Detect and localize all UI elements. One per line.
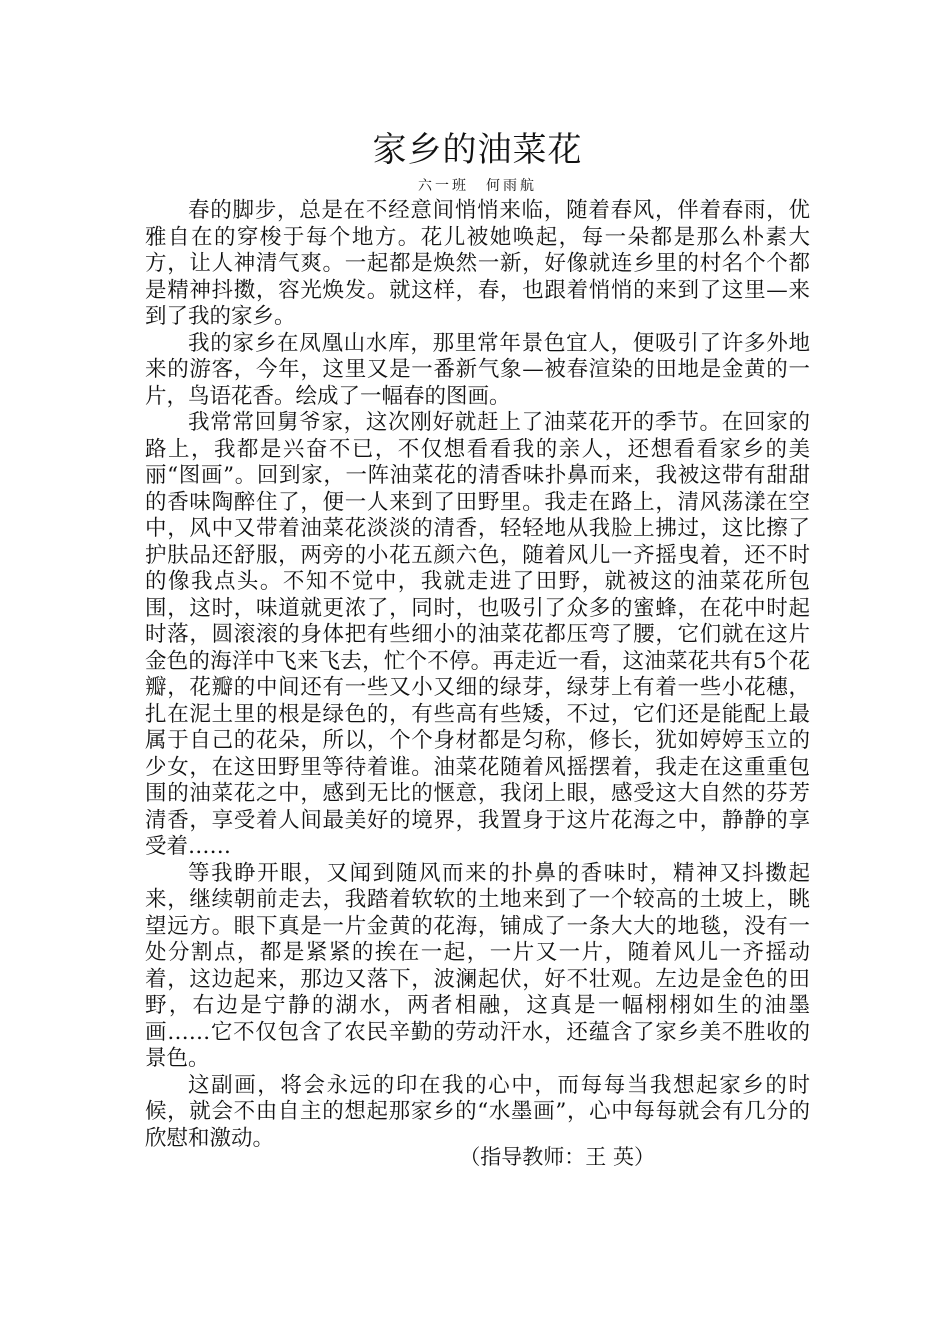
paragraph-2: 我的家乡在凤凰山水库，那里常年景色宜人，便吸引了许多外地来的游客，今年，这里又是一番新气象—被春渲染的田地是金黄的一片，鸟语花香。绘成了一幅春的图画。 [145, 330, 810, 409]
teacher-signature-line [145, 1143, 810, 1171]
essay-title: 家乡的油菜花 [372, 130, 583, 170]
paragraph-1: 春的脚步，总是在不经意间悄悄来临，随着春风，伴着春雨，优雅自在的穿梭于每个地方。花儿被她唤起，每一朵都是那么朴素大方，让人神清气爽。一起都是焕然一新，好像就连乡里的村名个个都是精神抖擞，容光焕发。就这样，春，也跟着悄悄的来到了这里—来到了我的家乡。 [145, 198, 810, 329]
paragraph-3: 我常常回舅爷家，这次刚好就赶上了油菜花开的季节。在回家的路上，我都是兴奋不已，不仅想看看我的亲人，还想看看家乡的美丽“图画”。回到家，一阵油菜花的清香味扑鼻而来，我被这带有甜甜的香味陶醉住了，便一人来到了田野里。我走在路上，清风荡漾在空中，风中又带着油菜花淡淡的清香，轻轻地从我脸上拂过，这比擦了护肤品还舒服，两旁的小花五颜六色，随着风儿一齐摇曳着，还不时的像我点头。不知不觉中，我就走进了田野，就被这的油菜花所包围，这时，味道就更浓了，同时，也吸引了众多的蜜蜂，在花中时起时落，圆滚滚的身体把有些细小的油菜花都压弯了腰，它们就在这片金色的海洋中飞来飞去，忙个不停。再走近一看，这油菜花共有5个花瓣，花瓣的中间还有一些又小又细的绿芽，绿芽上有着一些小花穗，扎在泥土里的根是绿色的，有些高有些矮，不过，它们还是能配上最属于自己的花朵，所以，个个身材都是匀称，修长，犹如婷婷玉立的少女，在这田野里等待着谁。油菜花随着风摇摆着，我走在这重重包围的油菜花之中，感到无比的惬意，我闭上眼，感受这大自然的芬芳清香，享受着人间最美好的境界，我置身于这片花海之中，静静的享受着…… [145, 410, 810, 859]
paragraph-4: 等我睁开眼，又闻到随风而来的扑鼻的香味时，精神又抖擞起来，继续朝前走去，我踏着软软的土地来到了一个较高的土坡上，眺望远方。眼下真是一片金黄的花海，铺成了一条大大的地毯，没有一处分割点，都是紧紧的挨在一起，一片又一片，随着风儿一齐摇动着，这边起来，那边又落下，波澜起伏，好不壮观。左边是金色的田野，右边是宁静的湖水，两者相融，这真是一幅栩栩如生的油墨画……它不仅包含了农民辛勤的劳动汗水，还蕴含了家乡美不胜收的景色。 [145, 860, 810, 1071]
essay-body [145, 198, 810, 1152]
author-byline: 六一班 何雨航 [418, 178, 537, 194]
paragraph-5: 这副画，将会永远的印在我的心中，而每每当我想起家乡的时候，就会不由自主的想起那家乡的“水墨画”，心中每每就会有几分的欣慰和激动。 [145, 1072, 810, 1151]
teacher-signature: （指导教师：王 英） [459, 1145, 655, 1169]
